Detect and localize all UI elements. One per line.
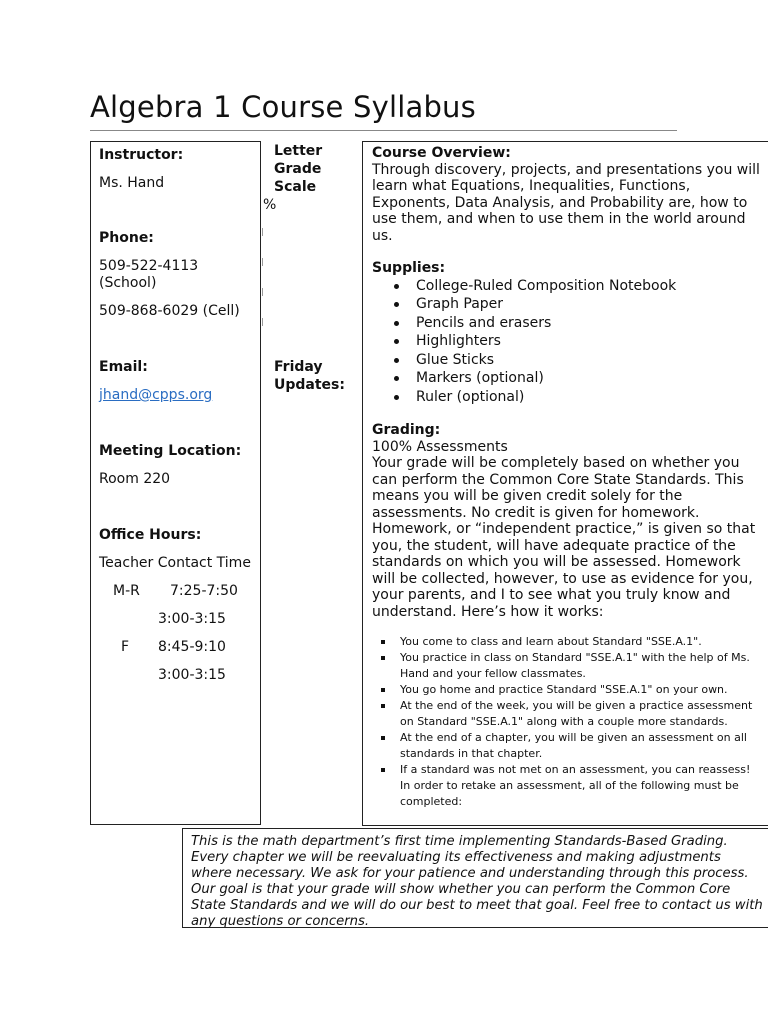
supply-item-label: Highlighters: [416, 333, 501, 349]
supply-item-label: Markers (optional): [416, 370, 544, 386]
bullet-icon: [394, 395, 399, 400]
bullet-icon: [394, 376, 399, 381]
grading-step-text: You go home and practice Standard "SSE.A.1" on your own.: [400, 683, 728, 696]
office-hours-time: 7:25-7:50: [170, 583, 238, 599]
office-hours-row: [99, 583, 260, 611]
office-hours-day: M-R: [113, 583, 140, 599]
office-hours-time: 3:00-3:15: [158, 667, 226, 683]
supply-item-label: Pencils and erasers: [416, 314, 552, 331]
page-title: Algebra 1 Course Syllabus: [90, 90, 476, 124]
supply-item-label: Graph Paper: [416, 296, 504, 312]
bullet-icon: [381, 640, 385, 644]
bullet-icon: [381, 656, 385, 660]
course-overview-label: Course Overview:: [372, 145, 511, 161]
bullet-icon: [394, 321, 399, 326]
friday-updates-heading: [274, 358, 356, 394]
supply-item: [390, 351, 768, 370]
grade-scale-line: Letter: [274, 143, 323, 159]
grading-step-text: You come to class and learn about Standard "SSE.A.1".: [400, 635, 702, 648]
office-hours-time: 3:00-3:15: [158, 611, 226, 627]
title-underline: [90, 130, 677, 131]
friday-updates-line: Friday: [274, 359, 323, 375]
bullet-icon: [394, 284, 399, 289]
table-fragment-line: [262, 228, 263, 236]
meeting-location-label: Meeting Location:: [99, 443, 242, 459]
bullet-icon: [381, 736, 385, 740]
supplies-list: [372, 277, 768, 407]
grading-step-text: At the end of a chapter, you will be given an assessment on all standards in that chapter.: [400, 731, 747, 760]
office-hours-row: [99, 639, 260, 667]
instructor-label: Instructor:: [99, 147, 184, 163]
office-hours-day: F: [121, 639, 130, 655]
phone-school-number: 509-522-4113: [99, 258, 199, 274]
grading-step: [378, 762, 760, 810]
bullet-icon: [394, 339, 399, 344]
course-details-panel: [362, 141, 768, 826]
grading-text: Your grade will be completely based on whether you can perform the Common Core State Standards. This means you will be given credit solely for the assessments. No credit is given for homework. Homework, or “independent practice,” is given so that you, the student, will have adequate practice of the standards on which you will be assessed. Homework will be collected, however, to use as evidence for you, your parents, and I to see what you truly know and understand. Here’s how it works:: [372, 455, 756, 620]
grading-step: [378, 650, 760, 682]
grade-scale-line: Scale: [274, 179, 317, 195]
email-label: Email:: [99, 359, 148, 375]
grading-weight: 100% Assessments: [372, 438, 508, 455]
grade-scale-heading: [274, 142, 356, 196]
bullet-icon: [381, 768, 385, 772]
phone-school-tag: (School): [99, 275, 157, 291]
table-fragment-line: [262, 318, 263, 326]
supply-item: [390, 277, 768, 296]
supply-item: [390, 388, 768, 407]
grading-label: Grading:: [372, 422, 441, 438]
bullet-icon: [381, 704, 385, 708]
supply-item-label: Ruler (optional): [416, 388, 525, 405]
bullet-icon: [394, 358, 399, 363]
contact-info-panel: [90, 141, 261, 825]
meeting-location: Room 220: [99, 471, 171, 487]
office-hours-row: [99, 611, 260, 639]
supply-item: [390, 295, 768, 314]
phone-label: Phone:: [99, 230, 154, 246]
grading-step: [378, 634, 760, 650]
office-hours-intro: Teacher Contact Time: [99, 555, 251, 571]
grading-step-text: You practice in class on Standard "SSE.A.1" with the help of Ms. Hand and your fellow classmates.: [400, 651, 750, 680]
grading-step-text: If a standard was not met on an assessment, you can reassess! In order to retake an assessment, all of the following must be completed:: [400, 763, 751, 808]
grading-step: [378, 698, 760, 730]
grade-scale-line: Grade: [274, 161, 322, 177]
instructor-name: Ms. Hand: [99, 175, 165, 191]
course-overview-text: Through discovery, projects, and presentations you will learn what Equations, Inequalities, Functions, Exponents, Data Analysis, and Probability are, how to use them, and when to use them in the world around us.: [372, 161, 760, 244]
office-hours-row: [99, 667, 260, 695]
office-hours-time: 8:45-9:10: [158, 639, 226, 655]
grading-steps-list: [372, 634, 768, 810]
supplies-label: Supplies:: [372, 260, 446, 276]
email-link[interactable]: jhand@cpps.org: [99, 387, 213, 403]
table-fragment-line: [262, 288, 263, 296]
supply-item: [390, 314, 768, 333]
friday-updates-line: Updates:: [274, 377, 345, 393]
supply-item-label: College-Ruled Composition Notebook: [416, 277, 677, 294]
grading-step: [378, 730, 760, 762]
bullet-icon: [381, 688, 385, 692]
table-fragment-line: [262, 258, 263, 266]
supply-item: [390, 369, 768, 388]
percent-fragment: %: [263, 197, 277, 213]
standards-based-grading-note: This is the math department’s first time implementing Standards-Based Grading. Every chapter we will be reevaluating its effectiveness and making adjustments where necessary. We ask for your patience and understanding through this process. Our goal is that your grade will show whether you can perform the Common Core State Standards and we will do our best to meet that goal. Feel free to contact us with any questions or concerns.: [182, 828, 768, 928]
bullet-icon: [394, 302, 399, 307]
grading-step-text: At the end of the week, you will be given a practice assessment on Standard "SSE.A.1" along with a couple more standards.: [400, 699, 753, 728]
grading-step: [378, 682, 760, 698]
supply-item: [390, 332, 768, 351]
supply-item-label: Glue Sticks: [416, 351, 495, 368]
phone-cell: 509-868-6029 (Cell): [99, 303, 240, 319]
office-hours-label: Office Hours:: [99, 527, 202, 543]
email-row: [99, 387, 260, 404]
